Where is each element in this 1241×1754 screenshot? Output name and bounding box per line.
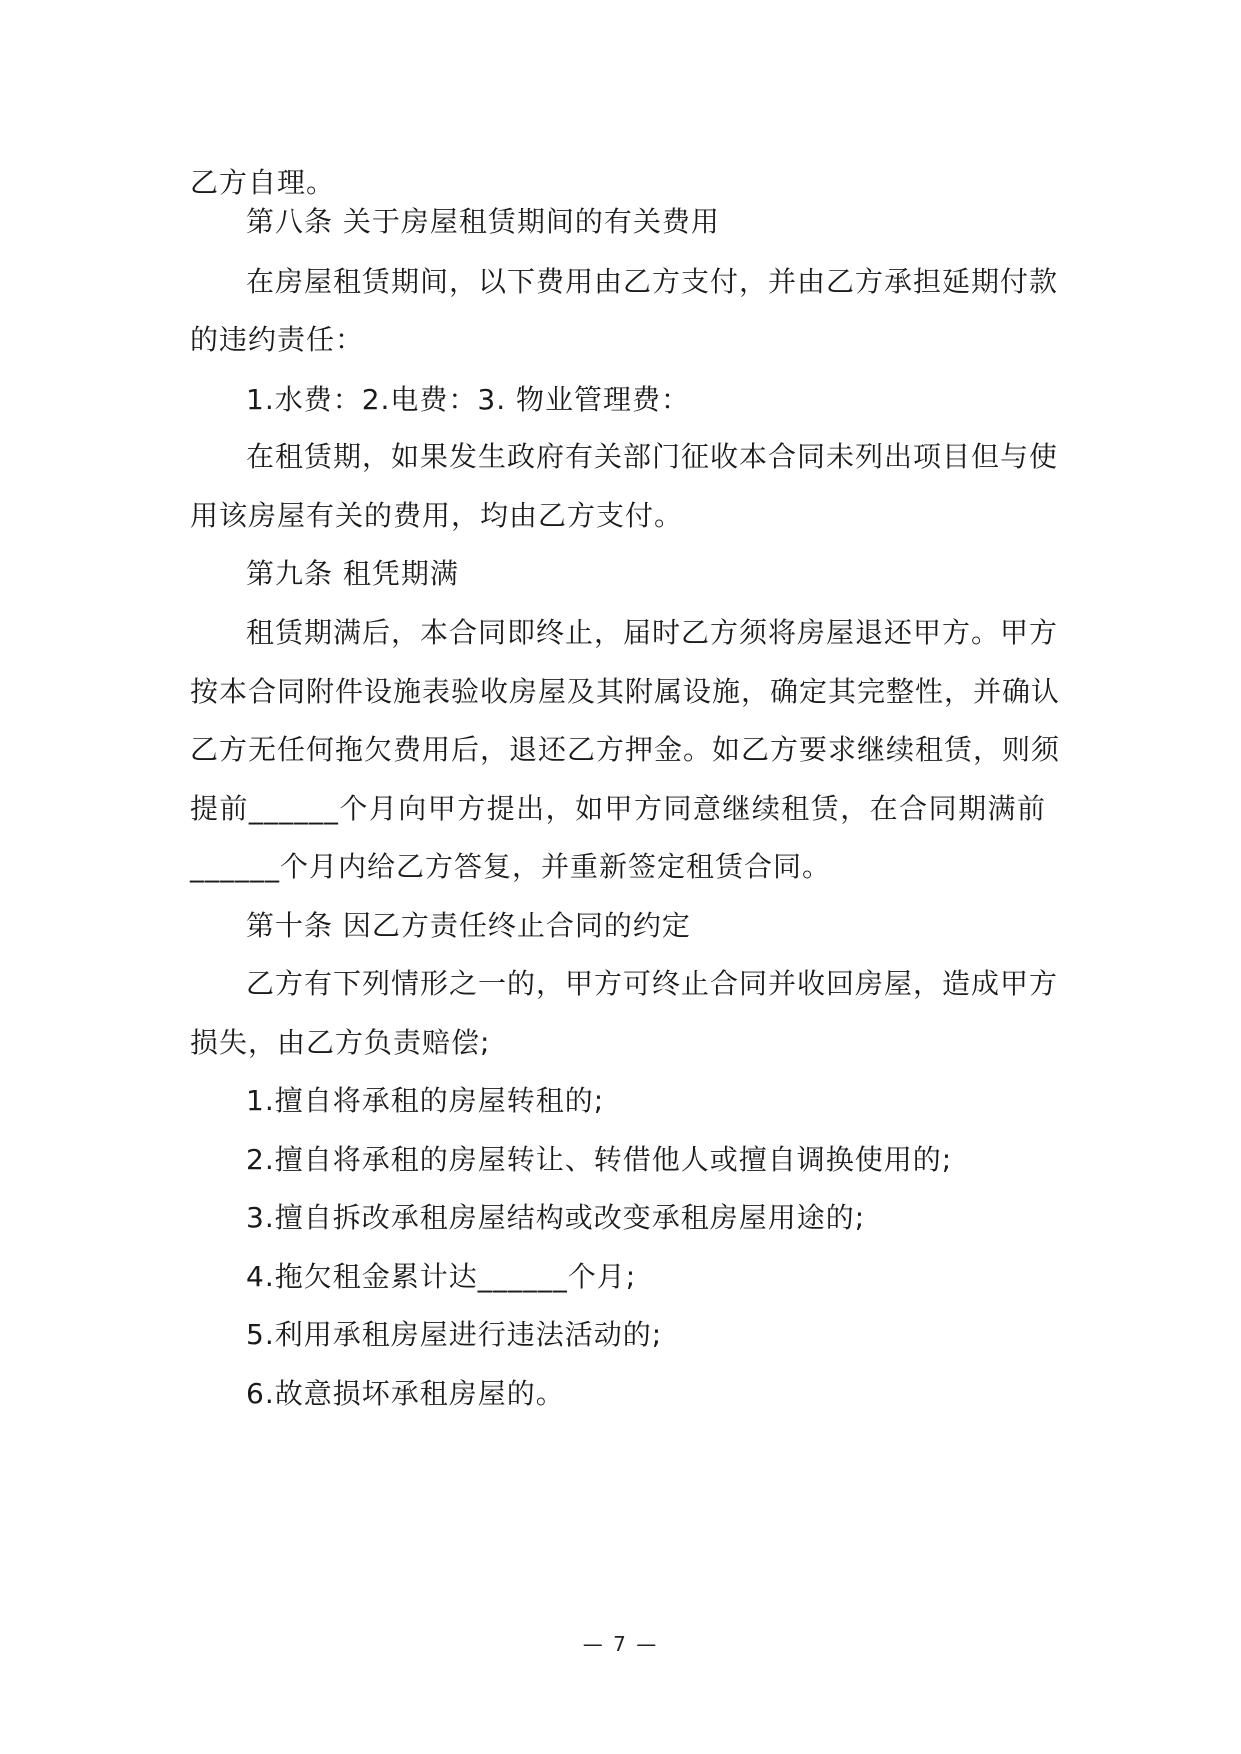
list-item: 3.擅自拆改承租房屋结构或改变承租房屋用途的; (246, 1201, 866, 1234)
paragraph-line: 在房屋租赁期间，以下费用由乙方支付，并由乙方承担延期付款 (246, 265, 1059, 298)
paragraph-line: ______个月内给乙方答复，并重新签定租赁合同。 (190, 850, 832, 883)
paragraph-line: 乙方自理。 (190, 166, 336, 199)
list-item: 1.擅自将承租的房屋转租的; (246, 1084, 605, 1117)
paragraph-line: 租赁期满后，本合同即终止，届时乙方须将房屋退还甲方。甲方 (246, 616, 1059, 649)
list-item: 6.故意损坏承租房屋的。 (246, 1377, 565, 1410)
article-heading: 第十条 因乙方责任终止合同的约定 (246, 909, 691, 942)
list-item: 4.拖欠租金累计达______个月; (246, 1260, 637, 1293)
paragraph-line: 的违约责任： (190, 323, 365, 356)
list-item: 2.擅自将承租的房屋转让、转借他人或擅自调换使用的; (246, 1143, 953, 1176)
paragraph-line: 损失，由乙方负责赔偿; (190, 1026, 491, 1059)
paragraph-line: 乙方无任何拖欠费用后，退还乙方押金。如乙方要求继续租赁，则须 (190, 733, 1061, 766)
paragraph-line: 用该房屋有关的费用，均由乙方支付。 (190, 499, 684, 532)
list-item: 1.水费：2.电费：3. 物业管理费： (246, 383, 691, 416)
article-heading: 第八条 关于房屋租赁期间的有关费用 (246, 205, 720, 238)
paragraph-line: 按本合同附件设施表验收房屋及其附属设施，确定其完整性，并确认 (190, 675, 1061, 708)
paragraph-line: 提前______个月向甲方提出，如甲方同意继续租赁，在合同期满前 (190, 792, 1046, 825)
paragraph-line: 乙方有下列情形之一的，甲方可终止合同并收回房屋，造成甲方 (246, 967, 1059, 1000)
page-number: — 7 — (582, 1632, 659, 1656)
paragraph-line: 在租赁期，如果发生政府有关部门征收本合同未列出项目但与使 (246, 440, 1059, 473)
article-heading: 第九条 租凭期满 (246, 557, 459, 590)
list-item: 5.利用承租房屋进行违法活动的; (246, 1318, 663, 1351)
